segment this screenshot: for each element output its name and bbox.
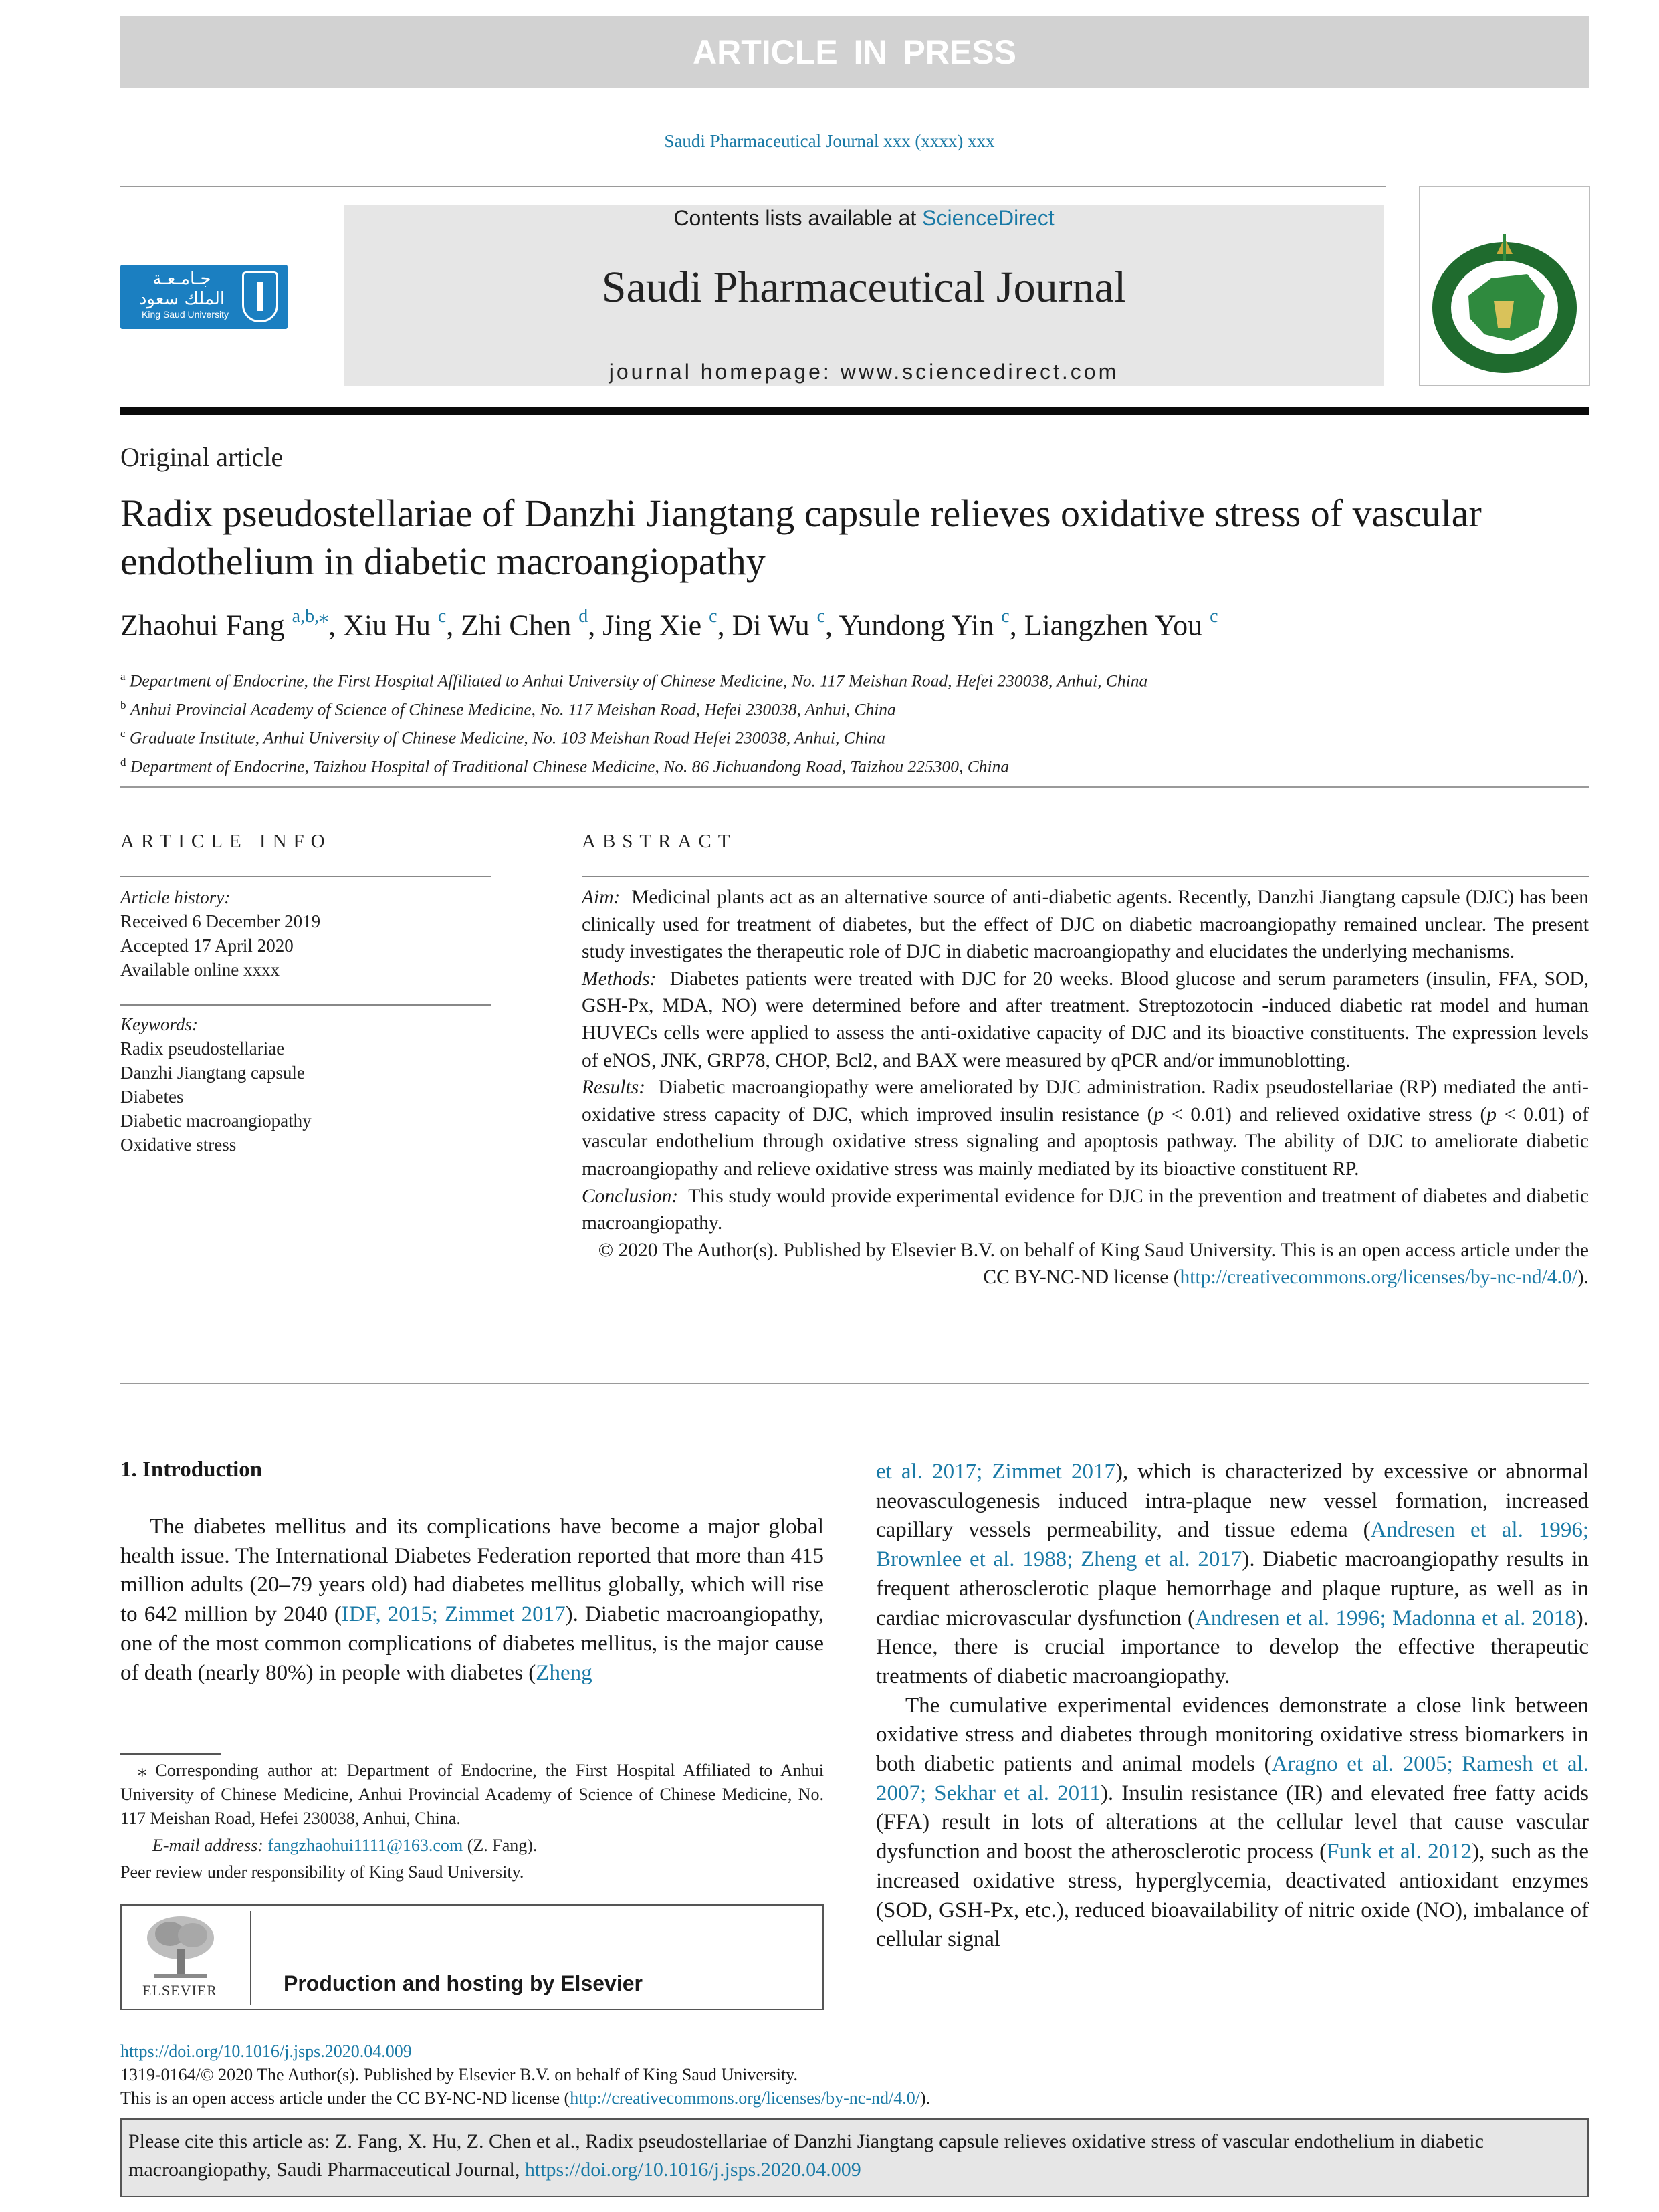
abstract-heading: ABSTRACT [582, 831, 737, 852]
author-name: Zhi Chen [461, 609, 572, 642]
corresponding-text: Corresponding author at: Department of Endocrine, the First Hospital Affiliated to Anhui University of Chinese Medicine, Anhui Provincial Academy of Science of Chinese Medicine, No. 117 Meishan Road, Hefei 230038, Anhui, China. [120, 1761, 824, 1828]
ksu-logo-arabic-text: جـامـعـة الملك سعود [138, 269, 225, 309]
contents-line [344, 206, 1384, 231]
author-name: Liangzhen You [1024, 609, 1203, 642]
author-name: Di Wu [732, 609, 810, 642]
asterisk-marker: ⁎ [138, 1761, 147, 1780]
keyword-item: Danzhi Jiangtang capsule [120, 1063, 305, 1083]
results-text: Diabetic macroangiopathy were ameliorated by DJC administration. Radix pseudostellariae (RP) mediated the anti-oxidative stress capacity of DJC, which improved insulin resistance ( [582, 1077, 1589, 1125]
p-value-symbol: p [1486, 1103, 1497, 1125]
author-separator: , [717, 609, 732, 642]
author-affiliation-marker[interactable]: a,b,⁎ [292, 606, 329, 627]
saudi-pharmaceutical-society-emblem-icon [1427, 234, 1582, 377]
citation-link[interactable]: Zheng [536, 1660, 592, 1685]
elsevier-wordmark: ELSEVIER [142, 1982, 217, 1999]
abstract-methods [582, 966, 1589, 1074]
author-affiliation-marker[interactable]: c [1210, 606, 1218, 627]
license-link[interactable]: http://creativecommons.org/licenses/by-nc-nd/4.0/ [1180, 1266, 1577, 1289]
author-name: Jing Xie [602, 609, 702, 642]
email-link[interactable]: fangzhaohui1111@163.com [267, 1836, 463, 1855]
affiliation-item [120, 693, 1591, 722]
author-name: Xiu Hu [343, 609, 431, 642]
affiliation-item [120, 665, 1591, 693]
history-accepted: Accepted 17 April 2020 [120, 935, 294, 956]
header-bottom-rule [120, 786, 1589, 788]
affiliation-key: d [120, 755, 126, 768]
methods-text: Diabetes patients were treated with DJC for 20 weeks. Blood glucose and serum parameters (insulin, FFA, SOD, GSH-Px, MDA, NO) were determined before and after treatment. Streptozotocin -induced diabetic rat model and human HUVECs cells were applied to assess the anti-oxidative capacity of DJC and its bioactive constituents. The expression levels of eNOS, JNK, GRP78, CHOP, Bcl2, and BAX were measured by qPCR and/or immunoblotting. [582, 968, 1589, 1071]
article-type: Original article [120, 442, 284, 472]
footnote-rule [120, 1753, 221, 1755]
affiliation-text: Department of Endocrine, Taizhou Hospital of Traditional Chinese Medicine, No. 86 Jichuandong Road, Taizhou 225300, China [130, 756, 1010, 776]
intro-text: ). Diabetic macroangiopathy, one of the most common complications of diabetes mellitus, is the major cause of death (nearly 80%) in people with diabetes ( [120, 1602, 824, 1685]
author-separator: , [446, 609, 461, 642]
abstract-body [582, 884, 1589, 1291]
section-heading-introduction: 1. Introduction [120, 1458, 263, 1482]
sciencedirect-link[interactable]: ScienceDirect [922, 206, 1055, 230]
intro-text: ). Insulin resistance (IR) and elevated free fatty acids (FFA) result in lots of alterations at the cellular level that cause vascular dysfunction and boost the atherosclerotic process ( [876, 1781, 1589, 1864]
abstract-copyright [582, 1237, 1589, 1291]
keyword-item: Oxidative stress [120, 1135, 237, 1155]
intro-text: The cumulative experimental evidences demonstrate a close link between oxidative stress and diabetes through monitoring oxidative stress biomarkers in both diabetic patients and animal models ( [876, 1693, 1589, 1777]
elsevier-divider [250, 1911, 251, 2005]
article-in-press-banner: ARTICLE IN PRESS [120, 16, 1589, 88]
intro-column-right [876, 1458, 1589, 1955]
abstract-rule [582, 876, 1589, 877]
affiliation-text: Anhui Provincial Academy of Science of Chinese Medicine, No. 117 Meishan Road, Hefei 230038, Anhui, China [130, 699, 896, 719]
affiliation-text: Graduate Institute, Anhui University of Chinese Medicine, No. 103 Meishan Road Hefei 230038, Anhui, China [129, 728, 886, 748]
intro-paragraph [876, 1458, 1589, 1692]
king-saud-university-logo [120, 265, 288, 329]
ksu-emblem-icon [242, 271, 278, 322]
author-list [120, 607, 1591, 643]
results-label: Results: [582, 1077, 646, 1099]
author-separator: , [588, 609, 603, 642]
author-separator: , [328, 609, 344, 642]
email-label: E-mail address: [152, 1836, 268, 1855]
society-logo-box [1419, 186, 1590, 386]
oa-suffix: ). [919, 2088, 931, 2108]
citation-box [120, 2118, 1589, 2197]
author-affiliation-marker[interactable]: c [1001, 606, 1010, 627]
copyright-end: ). [1577, 1266, 1589, 1289]
keyword-item: Radix pseudostellariae [120, 1038, 285, 1059]
abstract-bottom-rule [120, 1383, 1589, 1384]
author-affiliation-marker[interactable]: c [437, 606, 447, 627]
elsevier-hosting-box [120, 1904, 824, 2010]
doi-block [120, 2039, 1589, 2110]
article-info-rule [120, 876, 491, 877]
intro-column-left [120, 1513, 824, 1688]
oa-prefix: This is an open access article under the CC BY-NC-ND license ( [120, 2088, 570, 2108]
author-name: Zhaohui Fang [120, 609, 285, 642]
keywords-rule [120, 1004, 491, 1006]
keyword-item: Diabetes [120, 1087, 184, 1107]
journal-reference-link[interactable]: Saudi Pharmaceutical Journal xxx (xxxx) xxx [664, 131, 995, 151]
intro-text: The diabetes mellitus and its complications have become a major global health issue. The International Diabetes Federation reported that more than 415 million adults (20–79 years old) had diabetes mellitus globally, which will rise to 642 million by 2040 ( [120, 1515, 824, 1627]
email-line [120, 1834, 824, 1858]
article-info-heading: ARTICLE INFO [120, 831, 332, 852]
affiliation-list [120, 665, 1591, 778]
conclusion-text: This study would provide experimental evidence for DJC in the prevention and treatment of diabetes and diabetic macroangiopathy. [582, 1185, 1589, 1234]
author-affiliation-marker[interactable]: c [816, 606, 826, 627]
citation-link[interactable]: et al. 2017; Zimmet 2017 [876, 1460, 1115, 1484]
citation-text: Please cite this article as: Z. Fang, X. Hu, Z. Chen et al., Radix pseudostellariae of Danzhi Jiangtang capsule relieves oxidative stress of vascular endothelium in diabetic macroangiopathy, Saudi Pharmaceutical Journal, [128, 2130, 1484, 2181]
abstract-results [582, 1074, 1589, 1182]
license-link[interactable]: http://creativecommons.org/licenses/by-nc-nd/4.0/ [570, 2088, 920, 2108]
intro-text: ). Hence, there is crucial importance to develop the effective therapeutic treatments of diabetic macroangiopathy. [876, 1606, 1589, 1688]
intro-text: ), such as the increased oxidative stress, hyperglycemia, deactivated antioxidant enzymes (SOD, GSH-Px, etc.), reduced bioavailability of nitric oxide (NO), imbalance of cellular signal [876, 1840, 1589, 1952]
article-title: Radix pseudostellariae of Danzhi Jiangtang capsule relieves oxidative stress of vascular endothelium in diabetic macroangiopathy [120, 491, 1482, 583]
intro-paragraph [876, 1692, 1589, 1955]
production-hosting-label: Production and hosting by Elsevier [284, 1971, 643, 1995]
keywords-label: Keywords: [120, 1014, 198, 1034]
citation-doi-link[interactable]: https://doi.org/10.1016/j.jsps.2020.04.009 [524, 2159, 861, 2181]
peer-review-note: Peer review under responsibility of King Saud University. [120, 1862, 524, 1882]
email-suffix: (Z. Fang). [463, 1836, 538, 1855]
author-separator: , [825, 609, 839, 642]
history-label: Article history: [120, 887, 231, 907]
issn-line: 1319-0164/© 2020 The Author(s). Published by Elsevier B.V. on behalf of King Saud University. [120, 2065, 798, 2084]
keywords-list [120, 1012, 312, 1157]
affiliation-item [120, 722, 1591, 750]
header-thick-rule [120, 407, 1589, 415]
author-affiliation-marker[interactable]: c [709, 606, 717, 627]
results-text: < 0.01) and relieved oxidative stress ( [1164, 1103, 1487, 1125]
methods-label: Methods: [582, 968, 657, 990]
elsevier-tree-logo-icon [140, 1914, 221, 1981]
top-divider [120, 186, 1386, 187]
results-text: < 0.01) of vascular endothelium through oxidative stress signaling and apoptosis pathway. The ability of DJC to ameliorate diabetic macroangiopathy and relieve oxidative stress was mainly mediated by its bioactive constituent RP. [582, 1103, 1589, 1180]
author-affiliation-marker[interactable]: d [578, 606, 588, 627]
aim-label: Aim: [582, 887, 621, 908]
affiliation-item [120, 750, 1591, 779]
intro-text: ), which is characterized by excessive or abnormal neovasculogenesis induced intra-plaque new vessel formation, increased capillary vessels permeability, and tissue edema ( [876, 1460, 1589, 1543]
doi-link[interactable]: https://doi.org/10.1016/j.jsps.2020.04.009 [120, 2041, 412, 2061]
affiliation-text: Department of Endocrine, the First Hospital Affiliated to Anhui University of Chinese Medicine, No. 117 Meishan Road, Hefei 230038, Anhui, China [129, 671, 1148, 691]
p-value-symbol: p [1153, 1103, 1164, 1125]
intro-text: ). Diabetic macroangiopathy results in frequent atherosclerotic plaque hemorrhage and plaque rupture, as well as in cardiac microvascular dysfunction ( [876, 1547, 1589, 1630]
corresponding-author-note [120, 1759, 824, 1831]
keyword-item: Diabetic macroangiopathy [120, 1111, 312, 1131]
citation-link[interactable]: Andresen et al. 1996; Brownlee et al. 1988; Zheng et al. 2017 [876, 1518, 1589, 1572]
affiliation-key: c [120, 727, 126, 740]
abstract-aim [582, 884, 1589, 966]
aim-text: Medicinal plants act as an alternative source of anti-diabetic agents. Recently, Danzhi Jiangtang capsule (DJC) has been clinically used for treatment of diabetes, but the effect of DJC on diabetic macroangiopathy remained unclear. The present study investigates the therapeutic role of DJC in diabetic macroangiopathy and elucidates the underlying mechanisms. [582, 887, 1589, 963]
affiliation-key: b [120, 698, 126, 711]
abstract-conclusion [582, 1183, 1589, 1237]
citation-link[interactable]: IDF, 2015; Zimmet 2017 [341, 1602, 566, 1627]
journal-title: Saudi Pharmaceutical Journal [601, 263, 1127, 312]
history-online: Available online xxxx [120, 960, 280, 980]
conclusion-label: Conclusion: [582, 1185, 679, 1207]
copyright-text: © 2020 The Author(s). Published by Elsevier B.V. on behalf of King Saud University. This is an open access article under the CC BY-NC-ND license ( [598, 1239, 1589, 1289]
contents-prefix: Contents lists available at [673, 206, 923, 230]
author-separator: , [1009, 609, 1024, 642]
affiliation-key: a [120, 670, 126, 683]
article-history [120, 885, 320, 982]
footnote [120, 1759, 824, 1887]
citation-link[interactable]: Funk et al. 2012 [1327, 1840, 1472, 1864]
citation-link[interactable]: Aragno et al. 2005; Ramesh et al. 2007; Sekhar et al. 2011 [876, 1752, 1589, 1805]
author-name: Yundong Yin [839, 609, 994, 642]
open-access-line [120, 2086, 1589, 2110]
history-received: Received 6 December 2019 [120, 911, 321, 931]
ksu-logo-english-text: King Saud University [142, 309, 229, 320]
journal-homepage-link[interactable]: journal homepage: www.sciencedirect.com [609, 360, 1119, 384]
citation-link[interactable]: Andresen et al. 1996; Madonna et al. 2018 [1195, 1606, 1576, 1630]
